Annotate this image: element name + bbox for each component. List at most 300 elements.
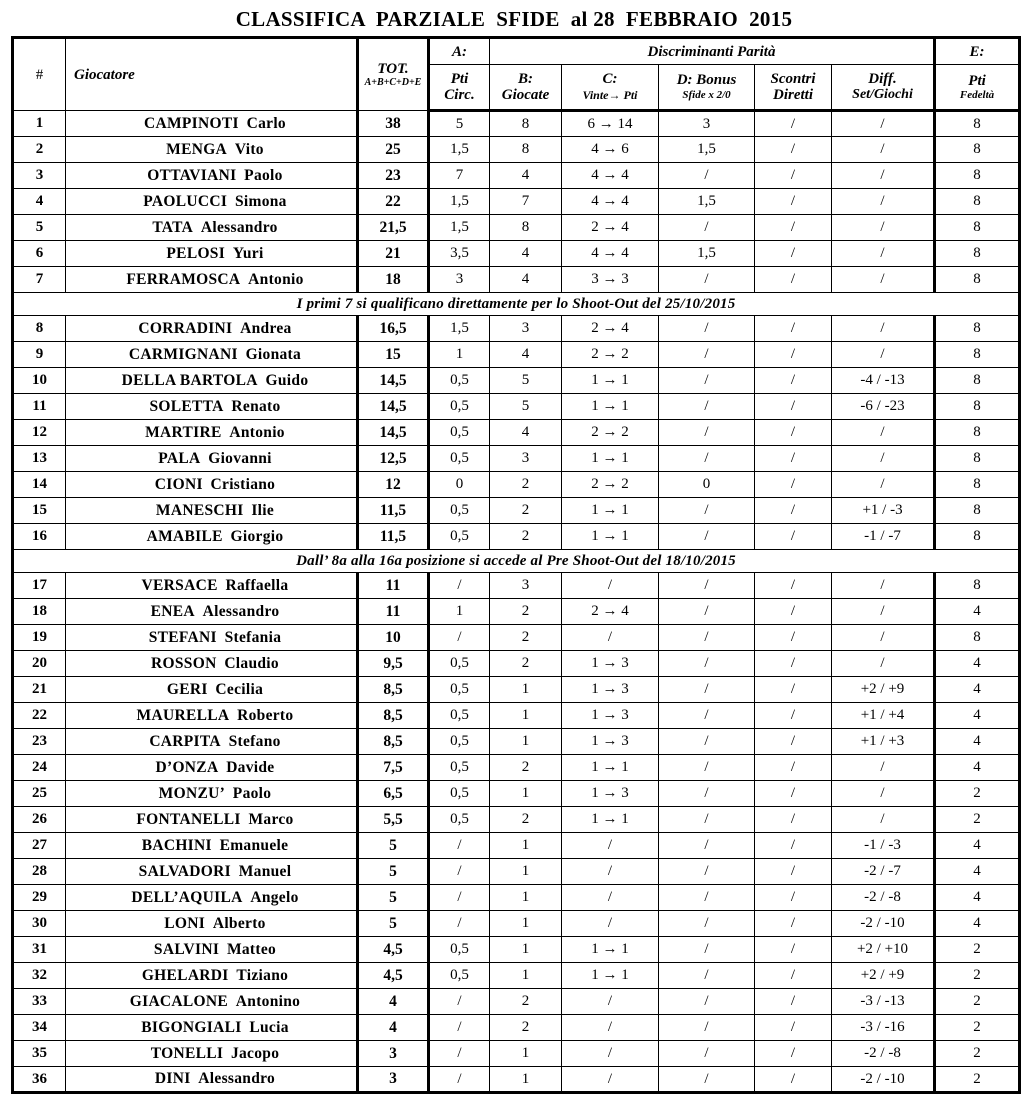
cell-b-giocate: 2 xyxy=(490,625,562,651)
player-firstname: Yuri xyxy=(232,244,264,262)
cell-b-giocate: 3 xyxy=(490,573,562,599)
cell-b-giocate: 4 xyxy=(490,267,562,293)
cell-d-bonus: / xyxy=(659,524,755,550)
cell-d-bonus: / xyxy=(659,937,755,963)
cell-d-bonus: / xyxy=(659,963,755,989)
table-row xyxy=(13,524,1020,550)
cell-c-vinte: / xyxy=(562,1015,659,1041)
cell-a-circ: 0,5 xyxy=(429,781,490,807)
cell-player xyxy=(66,937,358,963)
cell-b-giocate: 8 xyxy=(490,111,562,137)
player-surname: PAOLUCCI xyxy=(143,192,228,210)
cell-e-fedelta: 4 xyxy=(935,677,1020,703)
cell-a-circ: 1 xyxy=(429,599,490,625)
cell-e-fedelta: 2 xyxy=(935,1067,1020,1093)
cell-a-circ: 0,5 xyxy=(429,524,490,550)
player-surname: ENEA xyxy=(150,602,195,620)
cell-a-circ: / xyxy=(429,625,490,651)
cell-c-vinte: 1 → 1 xyxy=(562,498,659,524)
cell-c-vinte: 1 → 1 xyxy=(562,446,659,472)
cell-b-giocate: 1 xyxy=(490,1067,562,1093)
cell-e-fedelta: 8 xyxy=(935,111,1020,137)
cell-tot: 11,5 xyxy=(358,498,429,524)
cell-d-bonus: 1,5 xyxy=(659,189,755,215)
cell-e-fedelta: 4 xyxy=(935,703,1020,729)
cell-b-giocate: 2 xyxy=(490,1015,562,1041)
cell-scontri: / xyxy=(755,807,832,833)
cell-rank: 16 xyxy=(13,524,66,550)
cell-tot: 18 xyxy=(358,267,429,293)
cell-d-bonus: / xyxy=(659,599,755,625)
cell-rank: 13 xyxy=(13,446,66,472)
player-firstname: Paolo xyxy=(244,166,283,184)
table-row xyxy=(13,859,1020,885)
cell-a-circ: / xyxy=(429,911,490,937)
player-firstname: Tiziano xyxy=(236,966,289,984)
cell-scontri: / xyxy=(755,446,832,472)
table-body xyxy=(13,111,1020,1093)
cell-diff: / xyxy=(832,316,935,342)
cell-tot: 5 xyxy=(358,885,429,911)
cell-tot: 38 xyxy=(358,111,429,137)
cell-a-circ: 3 xyxy=(429,267,490,293)
cell-scontri: / xyxy=(755,524,832,550)
cell-player xyxy=(66,189,358,215)
cell-player xyxy=(66,368,358,394)
header-diff-line2: Set/Giochi xyxy=(852,87,913,102)
player-firstname: Cecilia xyxy=(215,680,264,698)
cell-scontri: / xyxy=(755,937,832,963)
cell-a-circ: 0,5 xyxy=(429,703,490,729)
player-surname: FERRAMOSCA xyxy=(126,270,241,288)
table-row xyxy=(13,368,1020,394)
cell-scontri: / xyxy=(755,989,832,1015)
cell-tot: 3 xyxy=(358,1041,429,1067)
cell-rank: 34 xyxy=(13,1015,66,1041)
cell-diff: / xyxy=(832,241,935,267)
cell-rank: 1 xyxy=(13,111,66,137)
cell-e-fedelta: 8 xyxy=(935,524,1020,550)
cell-d-bonus: / xyxy=(659,267,755,293)
table-row xyxy=(13,573,1020,599)
cell-c-vinte: / xyxy=(562,989,659,1015)
cell-rank: 20 xyxy=(13,651,66,677)
cell-a-circ: 3,5 xyxy=(429,241,490,267)
cell-e-fedelta: 8 xyxy=(935,163,1020,189)
cell-rank: 27 xyxy=(13,833,66,859)
cell-scontri: / xyxy=(755,703,832,729)
cell-a-circ: 0,5 xyxy=(429,937,490,963)
cell-rank: 29 xyxy=(13,885,66,911)
cell-player xyxy=(66,394,358,420)
header-discriminanti: Discriminanti Parità xyxy=(490,38,935,65)
cell-c-vinte: 1 → 1 xyxy=(562,755,659,781)
cell-d-bonus: / xyxy=(659,911,755,937)
cell-diff: / xyxy=(832,781,935,807)
header-tot-label: TOT. xyxy=(377,61,409,77)
cell-scontri: / xyxy=(755,163,832,189)
table-row xyxy=(13,833,1020,859)
cell-e-fedelta: 2 xyxy=(935,989,1020,1015)
cell-c-vinte: 2 → 4 xyxy=(562,316,659,342)
cell-d-bonus: / xyxy=(659,989,755,1015)
cell-e-fedelta: 8 xyxy=(935,368,1020,394)
cell-b-giocate: 5 xyxy=(490,394,562,420)
cell-diff: -2 / -10 xyxy=(832,911,935,937)
cell-e-fedelta: 2 xyxy=(935,1041,1020,1067)
header-d-line2: Sfide x 2/0 xyxy=(682,89,731,101)
header-e-line2: Fedeltà xyxy=(959,88,995,101)
cell-c-vinte: / xyxy=(562,1041,659,1067)
cell-player xyxy=(66,573,358,599)
cell-player xyxy=(66,1015,358,1041)
player-surname: AMABILE xyxy=(146,527,223,545)
cell-rank: 6 xyxy=(13,241,66,267)
cell-rank: 33 xyxy=(13,989,66,1015)
cell-b-giocate: 2 xyxy=(490,599,562,625)
cell-d-bonus: / xyxy=(659,807,755,833)
cell-e-fedelta: 8 xyxy=(935,316,1020,342)
cell-scontri: / xyxy=(755,189,832,215)
cell-c-vinte: / xyxy=(562,859,659,885)
player-surname: OTTAVIANI xyxy=(147,166,237,184)
cell-tot: 12 xyxy=(358,472,429,498)
cell-diff: / xyxy=(832,625,935,651)
cell-tot: 5 xyxy=(358,911,429,937)
player-firstname: Roberto xyxy=(237,706,294,724)
cell-rank: 18 xyxy=(13,599,66,625)
cell-rank: 36 xyxy=(13,1067,66,1093)
header-c xyxy=(562,65,659,111)
cell-diff: +1 / -3 xyxy=(832,498,935,524)
cell-player xyxy=(66,342,358,368)
cell-player xyxy=(66,420,358,446)
cell-diff: / xyxy=(832,111,935,137)
cell-player xyxy=(66,215,358,241)
cell-rank: 21 xyxy=(13,677,66,703)
header-a xyxy=(429,65,490,111)
cell-a-circ: 1,5 xyxy=(429,189,490,215)
cell-player xyxy=(66,316,358,342)
cell-c-vinte: 1 → 3 xyxy=(562,781,659,807)
player-firstname: Cristiano xyxy=(210,475,276,493)
cell-e-fedelta: 8 xyxy=(935,137,1020,163)
cell-rank: 7 xyxy=(13,267,66,293)
cell-scontri: / xyxy=(755,599,832,625)
cell-c-vinte: / xyxy=(562,911,659,937)
player-surname: PALA xyxy=(158,449,201,467)
player-surname: MANESCHI xyxy=(155,501,244,519)
table-row xyxy=(13,885,1020,911)
player-firstname: Claudio xyxy=(224,654,279,672)
cell-b-giocate: 1 xyxy=(490,703,562,729)
cell-c-vinte: 2 → 2 xyxy=(562,342,659,368)
player-surname: BIGONGIALI xyxy=(141,1018,242,1036)
cell-b-giocate: 2 xyxy=(490,651,562,677)
table-row xyxy=(13,189,1020,215)
cell-tot: 9,5 xyxy=(358,651,429,677)
table-row xyxy=(13,937,1020,963)
cell-scontri: / xyxy=(755,498,832,524)
cell-b-giocate: 2 xyxy=(490,755,562,781)
cell-e-fedelta: 8 xyxy=(935,625,1020,651)
cell-a-circ: 0 xyxy=(429,472,490,498)
table-row xyxy=(13,1015,1020,1041)
table-row xyxy=(13,599,1020,625)
cell-c-vinte: 1 → 1 xyxy=(562,963,659,989)
player-firstname: Alberto xyxy=(212,914,266,932)
cell-diff: / xyxy=(832,472,935,498)
cell-tot: 12,5 xyxy=(358,446,429,472)
cell-diff: / xyxy=(832,189,935,215)
player-surname: TONELLI xyxy=(150,1044,224,1062)
cell-tot: 21 xyxy=(358,241,429,267)
cell-scontri: / xyxy=(755,677,832,703)
table-row xyxy=(13,163,1020,189)
cell-b-giocate: 1 xyxy=(490,729,562,755)
cell-c-vinte: 3 → 3 xyxy=(562,267,659,293)
player-surname: SOLETTA xyxy=(149,397,224,415)
cell-rank: 12 xyxy=(13,420,66,446)
header-e-line1: Pti xyxy=(968,72,986,89)
cell-scontri: / xyxy=(755,755,832,781)
cell-c-vinte: 1 → 3 xyxy=(562,677,659,703)
cell-tot: 3 xyxy=(358,1067,429,1093)
table-row xyxy=(13,781,1020,807)
cell-player xyxy=(66,885,358,911)
cell-rank: 4 xyxy=(13,189,66,215)
cell-scontri: / xyxy=(755,833,832,859)
cell-tot: 16,5 xyxy=(358,316,429,342)
cell-e-fedelta: 8 xyxy=(935,420,1020,446)
cell-e-fedelta: 2 xyxy=(935,937,1020,963)
cell-diff: -3 / -16 xyxy=(832,1015,935,1041)
player-firstname: Simona xyxy=(234,192,287,210)
cell-scontri: / xyxy=(755,573,832,599)
cell-player xyxy=(66,989,358,1015)
player-surname: CARMIGNANI xyxy=(128,345,238,363)
cell-rank: 11 xyxy=(13,394,66,420)
player-firstname: Paolo xyxy=(232,784,272,802)
cell-d-bonus: 0 xyxy=(659,472,755,498)
table-row xyxy=(13,807,1020,833)
header-s-line1: Scontri xyxy=(770,71,816,87)
cell-tot: 10 xyxy=(358,625,429,651)
player-firstname: Lucia xyxy=(249,1018,289,1036)
header-e xyxy=(935,65,1020,111)
cell-e-fedelta: 2 xyxy=(935,781,1020,807)
cell-c-vinte: 4 → 6 xyxy=(562,137,659,163)
player-surname: LONI xyxy=(164,914,206,932)
cell-scontri: / xyxy=(755,963,832,989)
player-surname: DELLA BARTOLA xyxy=(121,371,258,389)
cell-rank: 3 xyxy=(13,163,66,189)
cell-d-bonus: / xyxy=(659,446,755,472)
cell-c-vinte: 1 → 1 xyxy=(562,807,659,833)
cell-player xyxy=(66,163,358,189)
player-firstname: Antonio xyxy=(229,423,285,441)
cell-diff: -1 / -7 xyxy=(832,524,935,550)
qualification-note-text: Dall’ 8a alla 16a posizione si accede al Pre Shoot-Out del 18/10/2015 xyxy=(13,550,1020,573)
cell-tot: 7,5 xyxy=(358,755,429,781)
cell-a-circ: / xyxy=(429,989,490,1015)
cell-tot: 21,5 xyxy=(358,215,429,241)
cell-b-giocate: 8 xyxy=(490,137,562,163)
cell-rank: 5 xyxy=(13,215,66,241)
cell-player xyxy=(66,472,358,498)
cell-c-vinte: 2 → 4 xyxy=(562,599,659,625)
cell-b-giocate: 4 xyxy=(490,420,562,446)
player-firstname: Renato xyxy=(231,397,281,415)
cell-diff: / xyxy=(832,137,935,163)
cell-rank: 30 xyxy=(13,911,66,937)
table-row xyxy=(13,472,1020,498)
cell-d-bonus: / xyxy=(659,885,755,911)
cell-diff: / xyxy=(832,599,935,625)
cell-scontri: / xyxy=(755,1015,832,1041)
cell-rank: 28 xyxy=(13,859,66,885)
cell-b-giocate: 3 xyxy=(490,316,562,342)
cell-rank: 22 xyxy=(13,703,66,729)
cell-scontri: / xyxy=(755,137,832,163)
cell-e-fedelta: 8 xyxy=(935,267,1020,293)
cell-player xyxy=(66,524,358,550)
player-surname: SALVADORI xyxy=(138,862,231,880)
cell-player xyxy=(66,241,358,267)
cell-b-giocate: 2 xyxy=(490,989,562,1015)
cell-c-vinte: 4 → 4 xyxy=(562,189,659,215)
player-surname: SALVINI xyxy=(153,940,220,958)
cell-diff: / xyxy=(832,342,935,368)
cell-scontri: / xyxy=(755,368,832,394)
cell-d-bonus: / xyxy=(659,651,755,677)
player-firstname: Alessandro xyxy=(198,1070,276,1087)
cell-e-fedelta: 4 xyxy=(935,651,1020,677)
cell-scontri: / xyxy=(755,625,832,651)
player-surname: MAURELLA xyxy=(136,706,230,724)
table-row xyxy=(13,498,1020,524)
cell-d-bonus: / xyxy=(659,1067,755,1093)
cell-rank: 35 xyxy=(13,1041,66,1067)
cell-d-bonus: 1,5 xyxy=(659,137,755,163)
cell-tot: 8,5 xyxy=(358,677,429,703)
player-surname: CORRADINI xyxy=(138,319,233,337)
cell-player xyxy=(66,267,358,293)
player-surname: GIACALONE xyxy=(129,992,229,1010)
cell-d-bonus: / xyxy=(659,1041,755,1067)
cell-tot: 4 xyxy=(358,989,429,1015)
cell-c-vinte: 1 → 1 xyxy=(562,394,659,420)
cell-b-giocate: 5 xyxy=(490,368,562,394)
player-firstname: Stefano xyxy=(228,732,281,750)
table-row xyxy=(13,267,1020,293)
table-header xyxy=(13,38,1020,111)
standings-table xyxy=(11,36,1021,1094)
cell-a-circ: 0,5 xyxy=(429,677,490,703)
cell-diff: +1 / +4 xyxy=(832,703,935,729)
player-firstname: Alessandro xyxy=(202,602,280,620)
cell-e-fedelta: 2 xyxy=(935,963,1020,989)
player-firstname: Gionata xyxy=(245,345,302,363)
cell-rank: 25 xyxy=(13,781,66,807)
cell-d-bonus: / xyxy=(659,781,755,807)
cell-c-vinte: 2 → 2 xyxy=(562,472,659,498)
cell-a-circ: 5 xyxy=(429,111,490,137)
cell-d-bonus: / xyxy=(659,215,755,241)
player-firstname: Carlo xyxy=(246,114,286,132)
player-surname: BACHINI xyxy=(141,836,212,854)
cell-b-giocate: 3 xyxy=(490,446,562,472)
cell-tot: 15 xyxy=(358,342,429,368)
cell-scontri: / xyxy=(755,729,832,755)
cell-b-giocate: 1 xyxy=(490,833,562,859)
cell-tot: 23 xyxy=(358,163,429,189)
header-player: Giocatore xyxy=(66,38,358,111)
cell-diff: +2 / +10 xyxy=(832,937,935,963)
cell-diff: -3 / -13 xyxy=(832,989,935,1015)
player-firstname: Antonio xyxy=(248,270,304,288)
cell-rank: 14 xyxy=(13,472,66,498)
cell-rank: 2 xyxy=(13,137,66,163)
cell-d-bonus: / xyxy=(659,729,755,755)
player-surname: VERSACE xyxy=(141,576,218,594)
cell-player xyxy=(66,703,358,729)
qualification-note xyxy=(13,293,1020,316)
header-a-line1: Pti xyxy=(450,71,469,87)
cell-rank: 19 xyxy=(13,625,66,651)
header-d xyxy=(659,65,755,111)
cell-player xyxy=(66,729,358,755)
cell-e-fedelta: 8 xyxy=(935,241,1020,267)
cell-e-fedelta: 8 xyxy=(935,342,1020,368)
cell-d-bonus: 1,5 xyxy=(659,241,755,267)
table-row xyxy=(13,729,1020,755)
cell-b-giocate: 4 xyxy=(490,241,562,267)
cell-e-fedelta: 4 xyxy=(935,833,1020,859)
cell-tot: 11,5 xyxy=(358,524,429,550)
cell-d-bonus: / xyxy=(659,703,755,729)
cell-c-vinte: 1 → 3 xyxy=(562,651,659,677)
cell-player xyxy=(66,807,358,833)
cell-diff: +2 / +9 xyxy=(832,963,935,989)
header-s-line2: Diretti xyxy=(773,87,813,103)
cell-a-circ: 0,5 xyxy=(429,651,490,677)
cell-scontri: / xyxy=(755,342,832,368)
player-firstname: Marco xyxy=(248,810,294,828)
table-row xyxy=(13,342,1020,368)
cell-player xyxy=(66,111,358,137)
player-surname: MENGA xyxy=(166,140,228,158)
cell-tot: 8,5 xyxy=(358,729,429,755)
cell-b-giocate: 1 xyxy=(490,885,562,911)
player-surname: STEFANI xyxy=(148,628,217,646)
header-tot-sub: A+B+C+D+E xyxy=(364,77,422,88)
cell-player xyxy=(66,677,358,703)
cell-d-bonus: / xyxy=(659,833,755,859)
cell-b-giocate: 2 xyxy=(490,498,562,524)
cell-diff: / xyxy=(832,420,935,446)
cell-a-circ: / xyxy=(429,573,490,599)
cell-player xyxy=(66,781,358,807)
table-row xyxy=(13,137,1020,163)
cell-a-circ: 0,5 xyxy=(429,729,490,755)
cell-b-giocate: 2 xyxy=(490,524,562,550)
cell-a-circ: 0,5 xyxy=(429,498,490,524)
header-e-top: E: xyxy=(935,38,1020,65)
cell-player xyxy=(66,498,358,524)
cell-scontri: / xyxy=(755,394,832,420)
cell-d-bonus: / xyxy=(659,755,755,781)
